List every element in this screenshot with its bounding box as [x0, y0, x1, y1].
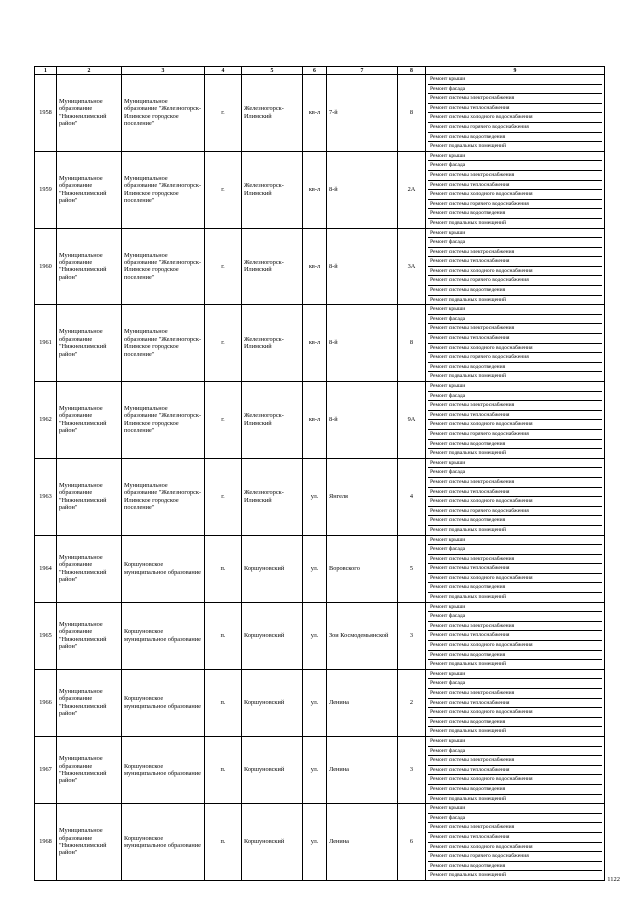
table-row — [35, 151, 605, 228]
work-item: Ремонт системы водоотведения — [428, 583, 602, 593]
work-item: Ремонт системы водоотведения — [428, 209, 602, 219]
works-cell — [426, 602, 605, 669]
work-item: Ремонт фасада — [428, 468, 602, 478]
locality-type-cell: г. — [205, 151, 242, 228]
street-cell: Воровского — [327, 535, 398, 602]
works-cell — [426, 535, 605, 602]
locality-cell: Железногорск-Илимский — [242, 458, 303, 535]
header-cell: 7 — [327, 67, 398, 75]
header-cell: 1 — [35, 67, 57, 75]
work-item: Ремонт подвальных помещений — [430, 143, 507, 150]
municipality-cell: Коршуновское муниципальное образование — [122, 736, 205, 803]
work-item: Ремонт крыши — [428, 152, 602, 162]
street-cell: 7-й — [327, 75, 398, 152]
locality-cell: Железногорск-Илимский — [242, 382, 303, 459]
table-row — [35, 75, 605, 152]
row-number-cell: 1968 — [35, 804, 57, 881]
house-number-cell: 5 — [398, 535, 426, 602]
work-item: Ремонт системы водоотведения — [428, 133, 602, 143]
locality-cell: Железногорск-Илимский — [242, 228, 303, 305]
works-cell — [426, 458, 605, 535]
work-item: Ремонт крыши — [428, 603, 602, 613]
district-cell: Муниципальное образование "Нижнеилимский район" — [57, 736, 122, 803]
work-item: Ремонт системы водоотведения — [428, 440, 602, 450]
municipality-cell: Муниципальное образование "Железногорск-Илимское городское поселение" — [122, 228, 205, 305]
house-number-cell: 9А — [398, 382, 426, 459]
header-cell: 2 — [57, 67, 122, 75]
work-item: Ремонт системы водоотведения — [428, 862, 602, 872]
street-cell: Зои Космодемьянской — [327, 602, 398, 669]
locality-type-cell: п. — [205, 535, 242, 602]
district-cell: Муниципальное образование "Нижнеилимский район" — [57, 535, 122, 602]
work-item: Ремонт системы холодного водоснабжения — [428, 420, 602, 430]
locality-type-cell: г. — [205, 305, 242, 382]
work-item: Ремонт системы водоотведения — [428, 718, 602, 728]
work-item: Ремонт системы электроснабжения — [428, 401, 602, 411]
locality-cell: Железногорск-Илимский — [242, 75, 303, 152]
street-type-cell: ул. — [303, 804, 327, 881]
works-cell — [426, 151, 605, 228]
locality-type-cell: г. — [205, 458, 242, 535]
house-number-cell: 3А — [398, 228, 426, 305]
street-type-cell: кв-л — [303, 305, 327, 382]
row-number-cell: 1964 — [35, 535, 57, 602]
work-item: Ремонт системы горячего водоснабжения — [428, 200, 602, 210]
work-item: Ремонт крыши — [428, 737, 602, 747]
district-cell: Муниципальное образование "Нижнеилимский район" — [57, 669, 122, 736]
work-item: Ремонт системы электроснабжения — [428, 689, 602, 699]
street-cell: Ленина — [327, 804, 398, 881]
municipality-cell: Муниципальное образование "Железногорск-Илимское городское поселение" — [122, 151, 205, 228]
header-cell: 6 — [303, 67, 327, 75]
work-item: Ремонт системы теплоснабжения — [428, 766, 602, 776]
street-type-cell: ул. — [303, 535, 327, 602]
house-number-cell: 3 — [398, 602, 426, 669]
work-item: Ремонт системы электроснабжения — [428, 622, 602, 632]
house-number-cell: 6 — [398, 804, 426, 881]
district-cell: Муниципальное образование "Нижнеилимский район" — [57, 602, 122, 669]
work-item: Ремонт системы холодного водоснабжения — [428, 190, 602, 200]
work-item: Ремонт системы водоотведения — [428, 363, 602, 373]
work-item: Ремонт крыши — [428, 804, 602, 814]
work-item: Ремонт системы теплоснабжения — [428, 631, 602, 641]
work-item: Ремонт системы горячего водоснабжения — [428, 123, 602, 133]
district-cell: Муниципальное образование "Нижнеилимский район" — [57, 804, 122, 881]
table-row — [35, 458, 605, 535]
work-item: Ремонт крыши — [428, 536, 602, 546]
work-item: Ремонт крыши — [428, 382, 602, 392]
work-item: Ремонт системы горячего водоснабжения — [428, 276, 602, 286]
table-row — [35, 535, 605, 602]
street-type-cell: кв-л — [303, 228, 327, 305]
works-cell — [426, 382, 605, 459]
street-type-cell: ул. — [303, 458, 327, 535]
table-row — [35, 228, 605, 305]
row-number-cell: 1967 — [35, 736, 57, 803]
work-item: Ремонт крыши — [428, 75, 602, 85]
locality-cell: Железногорск-Илимский — [242, 151, 303, 228]
work-item: Ремонт системы горячего водоснабжения — [428, 430, 602, 440]
row-number-cell: 1960 — [35, 228, 57, 305]
work-item: Ремонт системы холодного водоснабжения — [428, 843, 602, 853]
house-number-cell: 3 — [398, 736, 426, 803]
municipality-cell: Коршуновское муниципальное образование — [122, 804, 205, 881]
register-table — [34, 66, 605, 881]
street-cell: 8-й — [327, 305, 398, 382]
work-item: Ремонт фасада — [428, 85, 602, 95]
street-cell: 8-й — [327, 228, 398, 305]
street-type-cell: ул. — [303, 736, 327, 803]
work-item: Ремонт системы холодного водоснабжения — [428, 574, 602, 584]
works-cell — [426, 669, 605, 736]
street-type-cell: кв-л — [303, 151, 327, 228]
district-cell: Муниципальное образование "Нижнеилимский район" — [57, 305, 122, 382]
municipality-cell: Муниципальное образование "Железногорск-Илимское городское поселение" — [122, 305, 205, 382]
work-item: Ремонт подвальных помещений — [430, 872, 507, 879]
work-item: Ремонт системы горячего водоснабжения — [428, 852, 602, 862]
work-item: Ремонт системы электроснабжения — [428, 171, 602, 181]
locality-cell: Коршуновский — [242, 804, 303, 881]
work-item: Ремонт подвальных помещений — [430, 728, 507, 735]
work-item: Ремонт системы электроснабжения — [428, 555, 602, 565]
work-item: Ремонт системы теплоснабжения — [428, 181, 602, 191]
municipality-cell: Муниципальное образование "Железногорск-Илимское городское поселение" — [122, 75, 205, 152]
work-item: Ремонт системы теплоснабжения — [428, 411, 602, 421]
street-cell: Ленина — [327, 669, 398, 736]
work-item: Ремонт крыши — [428, 670, 602, 680]
locality-cell: Коршуновский — [242, 736, 303, 803]
street-cell: 8-й — [327, 151, 398, 228]
work-item: Ремонт системы теплоснабжения — [428, 833, 602, 843]
work-item: Ремонт системы холодного водоснабжения — [428, 344, 602, 354]
table-row — [35, 602, 605, 669]
table-body — [35, 75, 605, 881]
work-item: Ремонт системы водоотведения — [428, 651, 602, 661]
locality-cell: Коршуновский — [242, 535, 303, 602]
street-type-cell: кв-л — [303, 382, 327, 459]
street-type-cell: ул. — [303, 669, 327, 736]
work-item: Ремонт подвальных помещений — [430, 795, 507, 802]
work-item: Ремонт фасада — [428, 315, 602, 325]
work-item: Ремонт системы водоотведения — [428, 785, 602, 795]
table-row — [35, 305, 605, 382]
row-number-cell: 1965 — [35, 602, 57, 669]
table-row — [35, 804, 605, 881]
work-item: Ремонт системы электроснабжения — [428, 94, 602, 104]
work-item: Ремонт подвальных помещений — [430, 450, 507, 457]
street-type-cell: кв-л — [303, 75, 327, 152]
work-item: Ремонт крыши — [428, 229, 602, 239]
locality-type-cell: г. — [205, 228, 242, 305]
header-cell: 8 — [398, 67, 426, 75]
work-item: Ремонт крыши — [428, 305, 602, 315]
work-item: Ремонт системы холодного водоснабжения — [428, 708, 602, 718]
work-item: Ремонт системы холодного водоснабжения — [428, 267, 602, 277]
house-number-cell: 2 — [398, 669, 426, 736]
locality-type-cell: г. — [205, 382, 242, 459]
work-item: Ремонт системы электроснабжения — [428, 324, 602, 334]
municipality-cell: Коршуновское муниципальное образование — [122, 669, 205, 736]
work-item: Ремонт системы холодного водоснабжения — [428, 775, 602, 785]
locality-type-cell: п. — [205, 602, 242, 669]
works-cell — [426, 804, 605, 881]
work-item: Ремонт подвальных помещений — [430, 219, 507, 226]
row-number-cell: 1966 — [35, 669, 57, 736]
row-number-cell: 1958 — [35, 75, 57, 152]
table-row — [35, 669, 605, 736]
works-cell — [426, 736, 605, 803]
work-item: Ремонт крыши — [428, 459, 602, 469]
work-item: Ремонт системы теплоснабжения — [428, 257, 602, 267]
district-cell: Муниципальное образование "Нижнеилимский район" — [57, 458, 122, 535]
municipality-cell: Коршуновское муниципальное образование — [122, 602, 205, 669]
work-item: Ремонт системы электроснабжения — [428, 756, 602, 766]
locality-cell: Коршуновский — [242, 602, 303, 669]
work-item: Ремонт подвальных помещений — [430, 373, 507, 380]
work-item: Ремонт фасада — [428, 679, 602, 689]
locality-cell: Железногорск-Илимский — [242, 305, 303, 382]
works-cell — [426, 75, 605, 152]
work-item: Ремонт системы теплоснабжения — [428, 564, 602, 574]
work-item: Ремонт подвальных помещений — [430, 526, 507, 533]
work-item: Ремонт системы холодного водоснабжения — [428, 641, 602, 651]
house-number-cell: 2А — [398, 151, 426, 228]
work-item: Ремонт фасада — [428, 392, 602, 402]
work-item: Ремонт фасада — [428, 814, 602, 824]
work-item: Ремонт системы электроснабжения — [428, 478, 602, 488]
work-item: Ремонт системы горячего водоснабжения — [428, 353, 602, 363]
work-item: Ремонт фасада — [428, 747, 602, 757]
header-cell: 4 — [205, 67, 242, 75]
street-cell: Ленина — [327, 736, 398, 803]
street-type-cell: ул. — [303, 602, 327, 669]
work-item: Ремонт фасада — [428, 612, 602, 622]
municipality-cell: Муниципальное образование "Железногорск-Илимское городское поселение" — [122, 458, 205, 535]
district-cell: Муниципальное образование "Нижнеилимский район" — [57, 228, 122, 305]
work-item: Ремонт системы горячего водоснабжения — [428, 507, 602, 517]
district-cell: Муниципальное образование "Нижнеилимский район" — [57, 151, 122, 228]
header-row — [35, 67, 605, 75]
district-cell: Муниципальное образование "Нижнеилимский район" — [57, 75, 122, 152]
work-item: Ремонт системы водоотведения — [428, 516, 602, 526]
works-cell — [426, 228, 605, 305]
work-item: Ремонт системы теплоснабжения — [428, 699, 602, 709]
work-item: Ремонт фасада — [428, 238, 602, 248]
house-number-cell: 8 — [398, 305, 426, 382]
work-item: Ремонт системы холодного водоснабжения — [428, 113, 602, 123]
work-item: Ремонт системы холодного водоснабжения — [428, 497, 602, 507]
locality-type-cell: п. — [205, 804, 242, 881]
work-item: Ремонт системы электроснабжения — [428, 823, 602, 833]
work-item: Ремонт системы теплоснабжения — [428, 334, 602, 344]
municipality-cell: Муниципальное образование "Железногорск-Илимское городское поселение" — [122, 382, 205, 459]
work-item: Ремонт фасада — [428, 545, 602, 555]
house-number-cell: 8 — [398, 75, 426, 152]
row-number-cell: 1963 — [35, 458, 57, 535]
locality-type-cell: г. — [205, 75, 242, 152]
work-item: Ремонт подвальных помещений — [430, 594, 507, 601]
work-item: Ремонт подвальных помещений — [430, 296, 507, 303]
work-item: Ремонт системы теплоснабжения — [428, 488, 602, 498]
work-item: Ремонт фасада — [428, 161, 602, 171]
row-number-cell: 1961 — [35, 305, 57, 382]
locality-type-cell: п. — [205, 669, 242, 736]
table-row — [35, 736, 605, 803]
work-item: Ремонт подвальных помещений — [430, 661, 507, 668]
works-cell — [426, 305, 605, 382]
work-item: Ремонт системы водоотведения — [428, 286, 602, 296]
header-cell: 9 — [426, 67, 605, 75]
locality-type-cell: п. — [205, 736, 242, 803]
work-item: Ремонт системы теплоснабжения — [428, 104, 602, 114]
street-cell: 8-й — [327, 382, 398, 459]
work-item: Ремонт системы электроснабжения — [428, 248, 602, 258]
row-number-cell: 1959 — [35, 151, 57, 228]
locality-cell: Коршуновский — [242, 669, 303, 736]
header-cell: 5 — [242, 67, 303, 75]
district-cell: Муниципальное образование "Нижнеилимский район" — [57, 382, 122, 459]
page-number: 1122 — [607, 876, 620, 883]
municipality-cell: Коршуновское муниципальное образование — [122, 535, 205, 602]
house-number-cell: 4 — [398, 458, 426, 535]
row-number-cell: 1962 — [35, 382, 57, 459]
street-cell: Янгеля — [327, 458, 398, 535]
header-cell: 3 — [122, 67, 205, 75]
table-row — [35, 382, 605, 459]
